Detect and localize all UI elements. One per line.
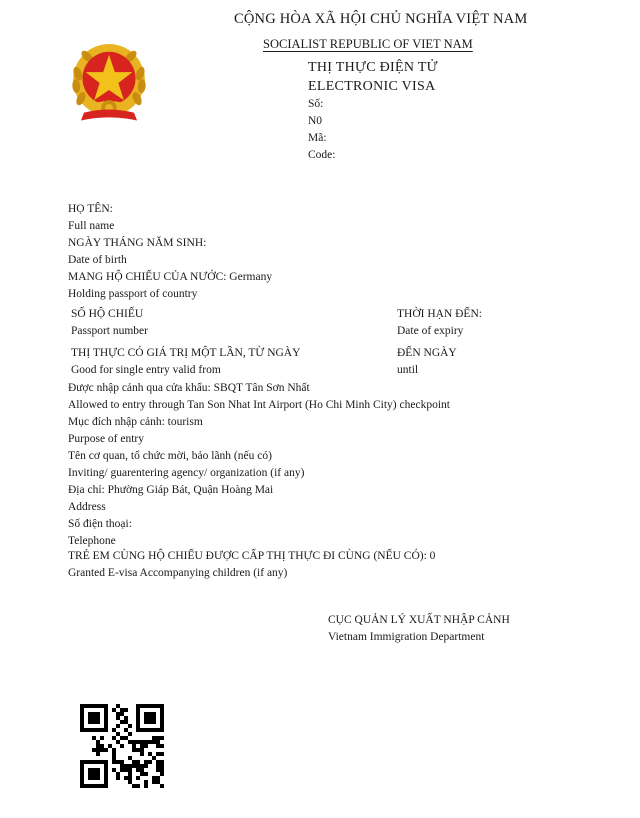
nationality-label-vi: MANG HỘ CHIẾU CỦA NƯỚC: Germany [68,271,273,283]
purpose-label-vi: Mục đích nhập cảnh: tourism [68,416,203,428]
visa-title-vi: THỊ THỰC ĐIỆN TỬ [308,60,438,75]
nationality-label-en: Holding passport of country [68,288,198,300]
purpose-label-en: Purpose of entry [68,433,145,445]
children-label-en: Granted E-visa Accompanying children (if any) [68,567,288,579]
qr-code-icon [80,704,164,788]
dob-label-vi: NGÀY THÁNG NĂM SINH: [68,237,207,249]
agency-label-en: Inviting/ guarentering agency/ organization (if any) [68,467,305,479]
phone-label-vi: Số điện thoại: [68,518,132,530]
children-label-vi: TRẺ EM CÙNG HỘ CHIẾU ĐƯỢC CẤP THỊ THỰC ĐI CÙNG (NẾU CÓ): 0 [68,550,436,562]
expiry-label-en: Date of expiry [397,325,464,337]
passport-number-label-en: Passport number [71,325,148,337]
visa-number-label-vi: Số: [308,98,324,110]
entry-checkpoint-en: Allowed to entry through Tan Son Nhat Int Airport (Ho Chi Minh City) checkpoint [68,399,450,411]
national-emblem-icon [70,42,148,124]
department-name-vi: CỤC QUẢN LÝ XUẤT NHẬP CẢNH [328,614,510,626]
full-name-label-en: Full name [68,220,115,232]
department-name-en: Vietnam Immigration Department [328,631,485,643]
address-label-en: Address [68,501,106,513]
valid-from-label-vi: THỊ THỰC CÓ GIÁ TRỊ MỘT LẦN, TỪ NGÀY [71,347,301,359]
until-label-vi: ĐẾN NGÀY [397,347,457,359]
visa-number-label-en: N0 [308,115,323,127]
country-title-vi: CỘNG HÒA XÃ HỘI CHỦ NGHĨA VIỆT NAM [234,11,528,27]
entry-checkpoint-vi: Được nhập cảnh qua cửa khẩu: SBQT Tân Sơn Nhất [68,382,310,394]
until-label-en: until [397,364,419,376]
dob-label-en: Date of birth [68,254,127,266]
visa-code-label-vi: Mã: [308,132,327,144]
visa-title-en: ELECTRONIC VISA [308,79,436,94]
expiry-label-vi: THỜI HẠN ĐẾN: [397,308,482,320]
phone-label-en: Telephone [68,535,116,547]
visa-code-label-en: Code: [308,149,336,161]
valid-from-label-en: Good for single entry valid from [71,364,221,376]
address-label-vi: Địa chỉ: Phường Giáp Bát, Quận Hoàng Mai [68,484,274,496]
agency-label-vi: Tên cơ quan, tổ chức mời, bảo lãnh (nếu có) [68,450,272,462]
passport-number-label-vi: SỐ HỘ CHIẾU [71,308,144,320]
full-name-label-vi: HỌ TÊN: [68,203,113,215]
country-title-en: SOCIALIST REPUBLIC OF VIET NAM [263,37,473,51]
